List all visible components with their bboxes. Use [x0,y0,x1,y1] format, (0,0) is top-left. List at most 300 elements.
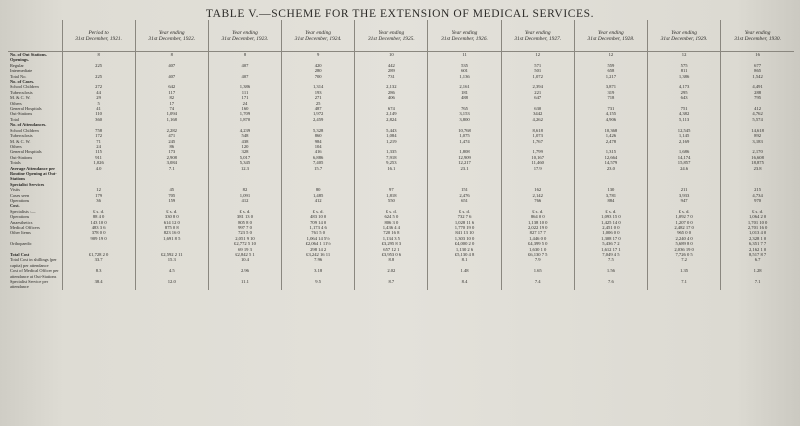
table-cell: 761 5 0 [282,230,355,235]
table-cell: 1,145 [648,133,721,138]
table-cell: 143 10 0 [62,220,135,225]
table-cell: 407 [135,74,208,79]
table-cell: 501 [501,68,574,73]
table-cell: £4,000 2 0 [428,241,501,246]
table-cell: 811 [648,68,721,73]
table-cell: 1,026 [62,160,135,165]
table-cell: 272 [62,84,135,89]
table-cell: 1,006 0 0 [574,230,647,235]
table-cell: 1,173 4 6 [282,225,355,230]
table-cell: £6,130 7 5 [501,252,574,257]
table-cell: 7.1 [721,279,794,290]
table-cell: 1,084 [355,133,428,138]
table-cell: 319 [574,90,647,95]
table-cell: 4,906 [574,117,647,122]
table-cell: 535 [428,63,501,68]
table-cell: 8.8 [355,257,428,268]
table-cell: 10,167 [501,155,574,160]
table-cell: 970 [721,198,794,203]
row-label: General Hospitals [10,106,42,112]
table-cell: 1,091 [208,193,281,198]
table-cell: 720 16 8 [355,230,428,235]
row-label: Visits [10,187,20,193]
table-cell: 731 [355,74,428,79]
table-cell: 10,768 [428,128,501,133]
table-cell: 614 12 0 [135,220,208,225]
column-header [648,20,721,52]
table-cell: 7.2 [648,257,721,268]
table-cell: 442 [355,63,428,68]
table-cell: 2,022 19 0 [501,225,574,230]
table-cell: 172 [62,133,135,138]
table-cell: 483 10 0 [282,214,355,219]
table-cell: £ s. d. [62,209,135,214]
table-cell: 7,405 [282,160,355,165]
table-row [8,257,794,268]
table-cell: £3,242 16 11 [282,252,355,257]
column-header-line2: 31st December, 1925. [367,35,415,42]
table-cell: 795 [721,95,794,100]
table-cell: 1,630 1 0 [501,247,574,252]
column-header-line1: Year ending [378,29,405,36]
table-cell: 10.4 [208,257,281,268]
table-cell: 806 3 0 [355,220,428,225]
table-cell: £1,728 2 0 [62,252,135,257]
table-cell: 5,436 7 2 [574,241,647,246]
table-cell: 2,282 [135,128,208,133]
table-cell: 3,781 [574,193,647,198]
table-cell: £2,592 2 11 [135,252,208,257]
table-cell: 483 3 6 [62,225,135,230]
table-cell: 2,161 [428,84,501,89]
table-cell: 7.1 [648,279,721,290]
table-cell: 82 [135,95,208,100]
table-cell: 657 12 1 [355,247,428,252]
table-cell: 407 [208,74,281,79]
table-cell: 14,579 [574,160,647,165]
page-title: TABLE V.—SCHEME FOR THE EXTENSION OF MEDICAL SERVICES. [205,8,595,20]
table-cell: 225 [62,74,135,79]
table-cell: 7.1 [135,166,208,182]
row-label: Out-Stations [10,111,33,117]
table-cell: 117 [135,90,208,95]
table-cell: 1,972 [282,111,355,116]
table-cell: 36 [62,198,135,203]
table-cell: 407 [208,63,281,68]
table-cell: 1,542 [721,74,794,79]
table-cell: 647 [501,95,574,100]
table-cell: 9.5 [282,279,355,290]
table-cell: 1,219 [355,139,428,144]
table-cell: 766 [501,198,574,203]
table-cell: 1,168 [135,117,208,122]
table-cell: 1,093 15 0 [574,214,647,219]
row-label: M. & C. W. [10,138,31,144]
column-header-line2: 31st December, 1923. [221,35,269,42]
table-cell: 151 [428,187,501,192]
table-cell: 2,394 [501,84,574,89]
table-cell: 23.0 [574,166,647,182]
table-cell: 1,709 [208,111,281,116]
row-label: Operations [10,197,30,203]
table-cell: 41 [62,106,135,111]
table-cell: 550 [355,198,428,203]
table-cell: 875 0 8 [135,225,208,230]
table-cell: 11,460 [501,160,574,165]
column-header-line1: Year ending [671,29,697,36]
table-cell: 412 [208,198,281,203]
table-cell: 12,217 [428,160,501,165]
table-cell: 5,689 8 0 [648,241,721,246]
table-cell: 2,132 [355,84,428,89]
table-cell: 23.1 [428,166,501,182]
row-label: School Children [10,127,39,133]
table-cell: 162 [501,187,574,192]
row-label: Tuberculosis [10,89,33,95]
table-cell: 630 [501,106,574,111]
table-cell: £ s. d. [501,209,574,214]
table-cell: 5,443 [355,128,428,133]
table-cell: 2,451 0 0 [574,225,647,230]
table-cell: 823 16 0 [135,230,208,235]
row-label: Others [10,143,22,149]
table-cell: 211 [648,187,721,192]
table-cell: £ s. d. [574,209,647,214]
table-cell: 29 [62,95,135,100]
table-cell: 705 [135,193,208,198]
table-cell: 947 [648,198,721,203]
row-label: Total Cost in shillings (per capita) per attendance [10,257,57,268]
table-row [8,268,794,279]
table-cell: 2,169 [648,139,721,144]
row-label: Anaesthetics [10,219,33,225]
table-cell: 709 14 0 [282,220,355,225]
table-cell: 74 [135,106,208,111]
column-header-line2: 31st December, 1928. [587,35,635,42]
table-cell: 8.7 [355,279,428,290]
table-cell: 548 [208,133,281,138]
table-cell: 173 [135,149,208,154]
column-header [501,20,574,52]
table-cell: 9 [282,52,355,58]
table-cell: 295 [648,90,721,95]
table-cell: 7,726 0 5 [648,252,721,257]
table-cell: 5,328 [282,128,355,133]
table-cell: 4,382 [648,111,721,116]
table-cell: 45 [135,187,208,192]
column-header [62,20,135,52]
table-cell: 1,064 14 5½ [282,236,355,241]
table-cell: 1,072 [501,74,574,79]
table-cell: 718 [574,95,647,100]
table-cell: 758 [62,128,135,133]
table-cell: 179 [62,193,135,198]
table-cell: 1,308 17 0 [574,236,647,241]
column-header-line1: Year ending [305,29,332,36]
row-label: No. of Out Stations. [10,52,47,57]
row-label: Total No. [10,73,27,79]
table-cell: 24 [208,101,281,106]
table-cell: 1,386 [648,74,721,79]
table-cell: 805 8 0 [208,220,281,225]
row-label: Total Cost [10,252,30,258]
table-cell: 18,875 [721,160,794,165]
table-cell: 911 [62,155,135,160]
table-cell: £3,295 8 3 [355,241,428,246]
table-cell: 841 13 10 [428,230,501,235]
table-cell: 2,476 [428,193,501,198]
table-cell: 25 [282,101,355,106]
column-header [721,20,794,52]
table-cell: 416 [282,149,355,154]
table-cell: 751 [648,106,721,111]
table-cell: 406 [355,95,428,100]
table-cell: 4,239 [208,128,281,133]
table-cell: 997 7 0 [208,225,281,230]
row-label: Cost. [10,203,20,209]
table-cell: 5,017 [208,155,281,160]
table-cell: 6.7 [721,257,794,268]
table-cell: 965 0 0 [648,230,721,235]
table-cell: £ s. d. [721,209,794,214]
table-cell: 1,207 0 0 [648,220,721,225]
row-label: Medical Officers [10,225,40,230]
table-cell: 6,886 [282,155,355,160]
table-cell: 864 0 0 [501,214,574,219]
table-cell: 1,701 10 0 [721,220,794,225]
table-cell: 16,608 [721,155,794,160]
table-cell: 7.6 [574,279,647,290]
row-label: Regular [10,62,24,68]
table-cell: 38.4 [62,279,135,290]
row-label: Others [10,100,22,106]
table-cell: 381 13 0 [208,214,281,219]
table-cell: 5,574 [721,117,794,122]
table-cell: 2,162 1 0 [721,247,794,252]
column-header [135,20,208,52]
table-cell: 2,051 9 10 [208,236,281,241]
column-header-line1: Year ending [524,29,551,36]
table-cell: 3.18 [282,268,355,279]
row-label: Operations [10,214,30,220]
table-cell: 8,618 [501,128,574,133]
table-cell: 3,871 [574,84,647,89]
table-cell: 289 [355,68,428,73]
table-cell: 407 [135,63,208,68]
table-cell: 88 4 0 [62,214,135,219]
table-cell: £2,772 5 10 [208,241,281,246]
table-cell: 4.5 [135,268,208,279]
table-cell: 328 [208,149,281,154]
table-cell: 1,691 8 5 [135,236,208,241]
table-cell: 9,253 [355,160,428,165]
table-cell: 1,134 3 5 [355,236,428,241]
row-label: Tuberculosis [10,133,33,139]
table-cell: 5,345 [208,160,281,165]
table-cell: 7,918 [355,155,428,160]
table-cell: 181 [428,90,501,95]
table-cell: 571 [501,63,574,68]
table-cell: 80 [282,187,355,192]
table-cell: £ s. d. [282,209,355,214]
table-cell: 271 [282,95,355,100]
table-cell: 12,664 [574,155,647,160]
table-cell: 487 [282,106,355,111]
table-cell: 7.4 [501,279,574,290]
table-cell: 5 [62,101,135,106]
table-cell: 10 [355,52,428,58]
row-label: Out-Stations [10,154,33,160]
table-cell: 4,734 [721,193,794,198]
table-cell: 2.02 [355,268,428,279]
table-cell: £2,064 1 11½ [282,241,355,246]
table-cell: 2,482 17 0 [648,225,721,230]
table-cell: 2,908 [135,155,208,160]
row-label: Average Attendance per Routine Opening at Out-Stations [10,165,57,182]
table-cell: 7.9 [501,257,574,268]
table-cell: 12 [62,187,135,192]
table-cell: 7.5 [574,257,647,268]
table-cell: 8.4 [428,279,501,290]
row-label: School Children [10,84,39,90]
row-label: Other Items [10,230,31,236]
table-cell: 674 [355,106,428,111]
table-cell: £3,953 0 6 [355,252,428,257]
table-cell: 658 [574,68,647,73]
statistics-table [8,20,794,290]
table-cell: 2,149 [355,111,428,116]
column-header [208,20,281,52]
table-cell: 642 [135,84,208,89]
column-header-line1: Year ending [598,29,624,36]
table-cell: 71 [62,139,135,144]
column-header [428,20,501,52]
table-cell: 412 [721,106,794,111]
table-cell: 1,335 [355,149,428,154]
table-cell: 12 [648,52,721,58]
table-cell: 420 [282,63,355,68]
table-cell: 330 8 0 [135,214,208,219]
table-cell: 1,217 [574,74,647,79]
table-cell: 909 19 0 [62,236,135,241]
table-cell: 488 [428,95,501,100]
table-cell: 438 [208,139,281,144]
table-cell: 4.0 [62,166,135,182]
table-cell: £ s. d. [648,209,721,214]
table-cell: 2,170 [721,149,794,154]
table-cell: 1,386 [208,84,281,89]
table-cell: 97 [355,187,428,192]
table-cell: 1,425 14 0 [574,220,647,225]
table-cell: 4,155 [574,111,647,116]
table-cell: 360 [62,117,135,122]
row-label: No. of Attendances. [10,122,47,128]
table-cell: 2,328 1 0 [721,236,794,241]
table-cell: 12.0 [135,279,208,290]
column-header-line1: Year ending [232,29,258,36]
row-label: Openings. [10,57,29,63]
table-cell: 1,446 0 0 [501,236,574,241]
table-cell: 1,138 10 0 [501,220,574,225]
table-cell: 2,036 19 0 [648,247,721,252]
table-cell: 24.6 [648,166,721,182]
table-cell: 378 0 0 [62,230,135,235]
table-cell: 7.96 [282,257,355,268]
row-label: Cases seen [10,192,30,198]
table-cell: 16.1 [355,166,428,182]
row-label: No. of Cases. [10,79,35,85]
table-cell: 1,799 [501,149,574,154]
table-cell: 82 [208,187,281,192]
column-header-line2: 31st December, 1929. [660,35,708,42]
table-cell: 1,028 11 6 [428,220,501,225]
table-cell: 14,618 [721,128,794,133]
table-cell: 1,075 [428,133,501,138]
table-cell: £4,399 5 0 [501,241,574,246]
column-header-line2: 31st December, 1921. [75,35,122,42]
table-cell: 111 [208,90,281,95]
table-cell: 12 [501,52,574,58]
table-cell: 1,073 [501,133,574,138]
column-header-line1: Period to [88,29,109,36]
table-cell: 104 [282,144,355,149]
table-cell: 24 [62,144,135,149]
column-header-line1: Year ending [451,29,478,36]
row-label: Specialists :— [10,208,36,214]
table-cell: 1,474 [428,139,501,144]
table-cell: 1,092 7 0 [648,214,721,219]
table-cell: 1,013 4 0 [721,230,794,235]
table-cell: 11.1 [208,279,281,290]
table-cell: 700 [282,74,355,79]
table-header-row [8,20,794,52]
table-cell: 4,762 [721,111,794,116]
table-cell: 892 [721,133,794,138]
table-cell: 3,933 [648,193,721,198]
table-cell: 1,094 [135,111,208,116]
table-cell: 2,459 [282,117,355,122]
table-cell: 731 [574,106,647,111]
table-cell: 15.7 [282,166,355,182]
table-cell: 159 [135,198,208,203]
table-cell: 1,064 2 0 [721,214,794,219]
table-cell: 15.3 [135,257,208,268]
table-cell: 3,183 [721,139,794,144]
table-cell: 1.56 [574,268,647,279]
row-label: M. & C. W. [10,95,31,101]
table-cell: 624 5 0 [355,214,428,219]
table-cell: 2,701 16 0 [721,225,794,230]
column-header-line2: 31st December, 1922. [148,35,196,42]
table-cell: 1,314 [282,84,355,89]
table-cell: 245 [135,139,208,144]
table-cell: 575 [648,63,721,68]
table-cell: 221 [501,90,574,95]
table-cell: 69 19 3 [208,247,281,252]
table-cell: 1,767 [501,139,574,144]
header-label-cell [8,20,62,52]
table-cell: 1,303 10 0 [428,236,501,241]
table-cell: 7,049 4 5 [574,252,647,257]
table-cell: 280 [282,68,355,73]
column-header-line2: 31st December, 1930. [734,35,781,42]
table-cell: 215 [721,187,794,192]
table-cell: 601 [428,68,501,73]
table-cell: 33.7 [62,257,135,268]
row-label: Totals [10,160,21,166]
row-label: General Hospitals [10,149,42,155]
table-cell: 4,491 [721,84,794,89]
